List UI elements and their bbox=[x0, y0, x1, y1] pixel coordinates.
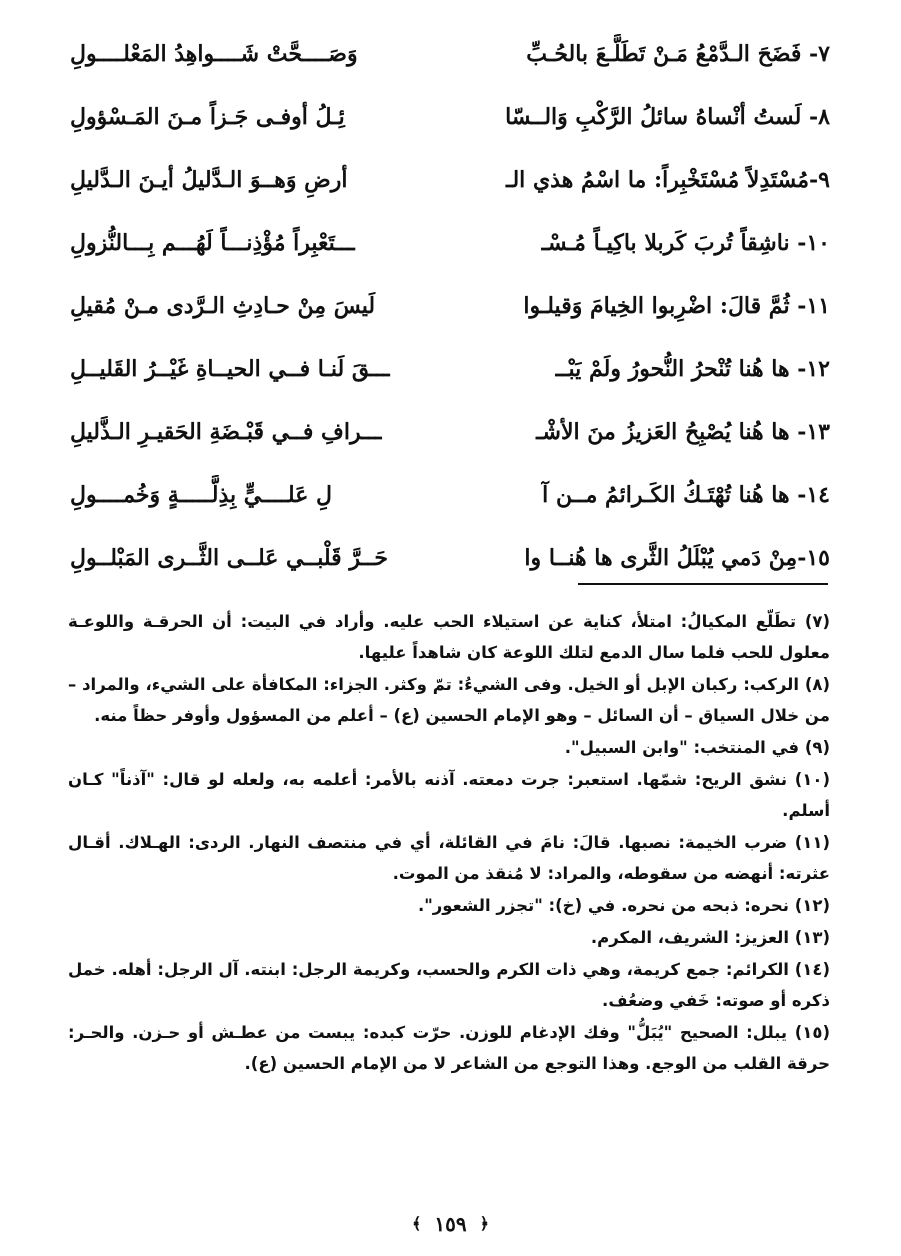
verse-second-hemistich: أرضِ وَهــوَ الـدَّليلُ أيـنَ الـدَّليلِ bbox=[70, 167, 348, 193]
verse-second-hemistich: ـــقَ لَنـا فــي الحيــاةِ غَيْــرُ القَليــلِ bbox=[70, 356, 390, 382]
verse-7 bbox=[70, 30, 830, 93]
verse-12 bbox=[70, 345, 830, 408]
verse-first-hemistich: ١٤- ها هُنا تُهْتَـكُ الكَـرائمُ مــن آ bbox=[542, 482, 830, 508]
ornament-right-icon: ﴿ bbox=[479, 1214, 489, 1233]
footnote-7: (٧) تطَلّع المكيالُ: امتلأ، كناية عن استيلاء الحب عليه. وأراد في البيت: أن الحرقـة واللوعـة معلول للحب فلما سال الدمع لتلك اللوعة كان شاهداً عليها. bbox=[68, 612, 830, 662]
footnote-11: (١١) ضرب الخيمة: نصبها. قالَ: نامَ في القائلة، أي في منتصف النهار. الردى: الهـلاك. أقـال عثرته: أنهضه من سقوطه، والمراد: لا مُنقذ من الموت. bbox=[68, 833, 830, 883]
verse-first-hemistich: ٨- لَستُ أنْساهُ سائلُ الرَّكْبِ وَالــسّا bbox=[505, 104, 830, 130]
footnote-9: (٩) في المنتخب: "وابن السبيل". bbox=[564, 738, 830, 757]
verse-second-hemistich: لَيسَ مِنْ حـادِثِ الـرَّدى مـنْ مُقيلِ bbox=[70, 293, 376, 319]
verse-second-hemistich: ئِـلُ أوفـى جَـزاً مـنَ المَـسْؤولِ bbox=[70, 104, 345, 130]
verse-14 bbox=[70, 471, 830, 534]
verse-second-hemistich: لِ عَلــــيٍّ بِذِلَّـــــةٍ وَخُمــــولِ bbox=[70, 482, 332, 508]
verse-second-hemistich: ـــتَعْبِراً مُؤْذِنـــاً لَهُـــم بِـــالنُّزولِ bbox=[70, 230, 355, 256]
page-number: ١٥٩ bbox=[434, 1211, 467, 1236]
verse-first-hemistich: ٧- فَضَحَ الـدَّمْعُ مَـنْ تَطَلَّـعَ بالحُـبِّ bbox=[526, 41, 830, 67]
verse-first-hemistich: ٩-مُسْتَدِلاً مُسْتَخْبِراً: ما اسْمُ هذي الـ bbox=[506, 167, 830, 193]
verse-13 bbox=[70, 408, 830, 471]
verse-second-hemistich: حَــرَّ قَلْبــي عَلــى الثَّــرى المَبْلــولِ bbox=[70, 545, 388, 571]
verse-first-hemistich: ١٥-مِنْ دَمي يُبْلَلُ الثَّرى ها هُنــا وا bbox=[524, 545, 830, 571]
footnotes bbox=[68, 606, 830, 1080]
verse-9 bbox=[70, 156, 830, 219]
verse-11 bbox=[70, 282, 830, 345]
verse-first-hemistich: ١٣- ها هُنا يُصْبِحُ العَزيزُ منَ الأشْـ bbox=[536, 419, 830, 445]
footnote-14: (١٤) الكرائم: جمع كريمة، وهي ذات الكرم والحسب، وكريمة الرجل: ابنته. آل الرجل: أهله. خمل ذكره أو صوته: خَفي وضعُف. bbox=[68, 960, 830, 1010]
verse-10 bbox=[70, 219, 830, 282]
verse-second-hemistich: وَصَــــحَّتْ شَــــواهِدُ المَعْلــــولِ bbox=[70, 41, 358, 67]
poem bbox=[70, 30, 830, 597]
footnote-separator bbox=[578, 583, 828, 585]
verse-second-hemistich: ـــرافِ فــي قَبْـضَةِ الحَقيـرِ الـذَّليلِ bbox=[70, 419, 382, 445]
verse-8 bbox=[70, 93, 830, 156]
footnote-10: (١٠) نشق الريح: شمّها. استعبر: جرت دمعته. آذنه بالأمر: أعلمه به، ولعله لو قال: "آذناً" كـان أسلم. bbox=[68, 770, 830, 820]
page-footer bbox=[0, 1210, 901, 1236]
footnote-15: (١٥) يبلل: الصحيح "يُبَلُّ" وفك الإدغام للوزن. حرّت كبده: يبست من عطـش أو حـزن. والحـر: حرقة القلب من الوجع. وهذا التوجع من الشاعر لا من الإمام الحسين (ع). bbox=[68, 1023, 830, 1073]
footnote-8: (٨) الركب: ركبان الإبل أو الخيل. وفى الشيءُ: تمّ وكثر. الجزاء: المكافأة على الشيء، والمراد – من خلال السياق – أن السائل – وهو الإمام الحسين (ع) – أعلم من المسؤول وأوفر حظاً منه. bbox=[68, 675, 830, 725]
footnote-12: (١٢) نحره: ذبحه من نحره. في (خ): "تجزر الشعور". bbox=[417, 896, 830, 915]
verse-15 bbox=[70, 534, 830, 597]
footnote-13: (١٣) العزيز: الشريف، المكرم. bbox=[590, 928, 830, 947]
verse-first-hemistich: ١٢- ها هُنا تُنْحرُ النُّحورُ ولَمْ يَبْــ bbox=[555, 356, 830, 382]
verse-first-hemistich: ١١- ثُمَّ قالَ: اضْرِبوا الخِيامَ وَقيلـوا bbox=[523, 293, 830, 319]
ornament-left-icon: ﴾ bbox=[412, 1214, 422, 1233]
verse-first-hemistich: ١٠- ناشِقاً تُربَ كَربلا باكِيـاً مُـسْـ bbox=[541, 230, 830, 256]
